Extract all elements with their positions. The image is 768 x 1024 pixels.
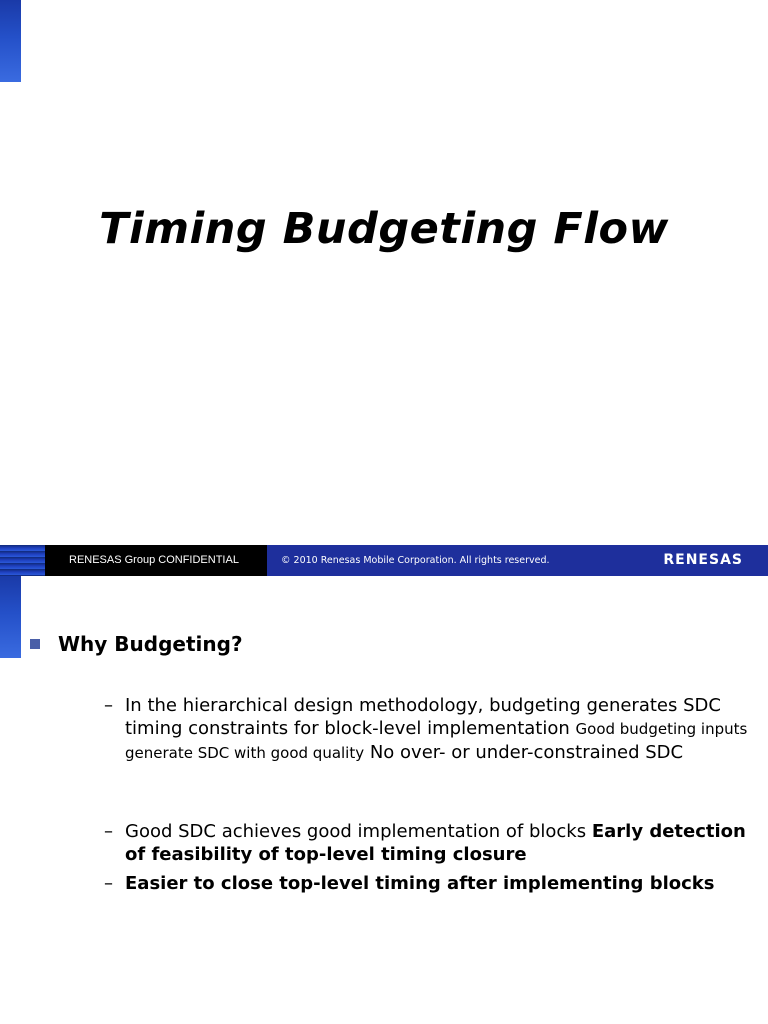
bullet-why-budgeting	[30, 632, 243, 656]
sub-bullet-text	[125, 820, 754, 866]
sub-bullet-2	[104, 820, 754, 866]
sub-bullet-1-text-b: Good budgeting inputs generate SDC with good quality	[125, 720, 748, 762]
accent-bar-top	[0, 0, 21, 82]
footer-copyright: © 2010 Renesas Mobile Corporation. All rights reserved.	[281, 555, 550, 566]
footer-confidential-label: RENESAS Group CONFIDENTIAL	[69, 554, 239, 566]
sub-bullet-2-text-b: Early detection of feasibility of top-level timing closure	[125, 821, 746, 865]
sub-bullet-1-text-c: No over- or under-constrained SDC	[369, 742, 684, 763]
sub-bullet-text	[125, 694, 754, 765]
bullet-square-icon	[30, 639, 40, 649]
footer-band	[0, 545, 768, 576]
sub-bullet-2-text-a: Good SDC achieves good implementation of blocks	[125, 821, 587, 842]
sub-bullet-1-text-a: In the hierarchical design methodology, budgeting generates SDC timing constraints for block-level implementation	[125, 695, 721, 739]
renesas-logo: RENESAS	[663, 552, 743, 568]
slide-title: Timing Budgeting Flow	[99, 204, 669, 254]
sub-bullet-3-text-a: Easier to close top-level timing after implementing blocks	[125, 873, 715, 894]
dash-icon: –	[104, 821, 113, 842]
sub-bullet-1	[104, 694, 754, 765]
sub-bullet-3	[104, 872, 754, 895]
footer-stripe	[0, 545, 45, 576]
accent-bar-middle	[0, 576, 21, 658]
dash-icon: –	[104, 695, 113, 716]
dash-icon: –	[104, 873, 113, 894]
bullet-heading: Why Budgeting?	[58, 632, 243, 656]
